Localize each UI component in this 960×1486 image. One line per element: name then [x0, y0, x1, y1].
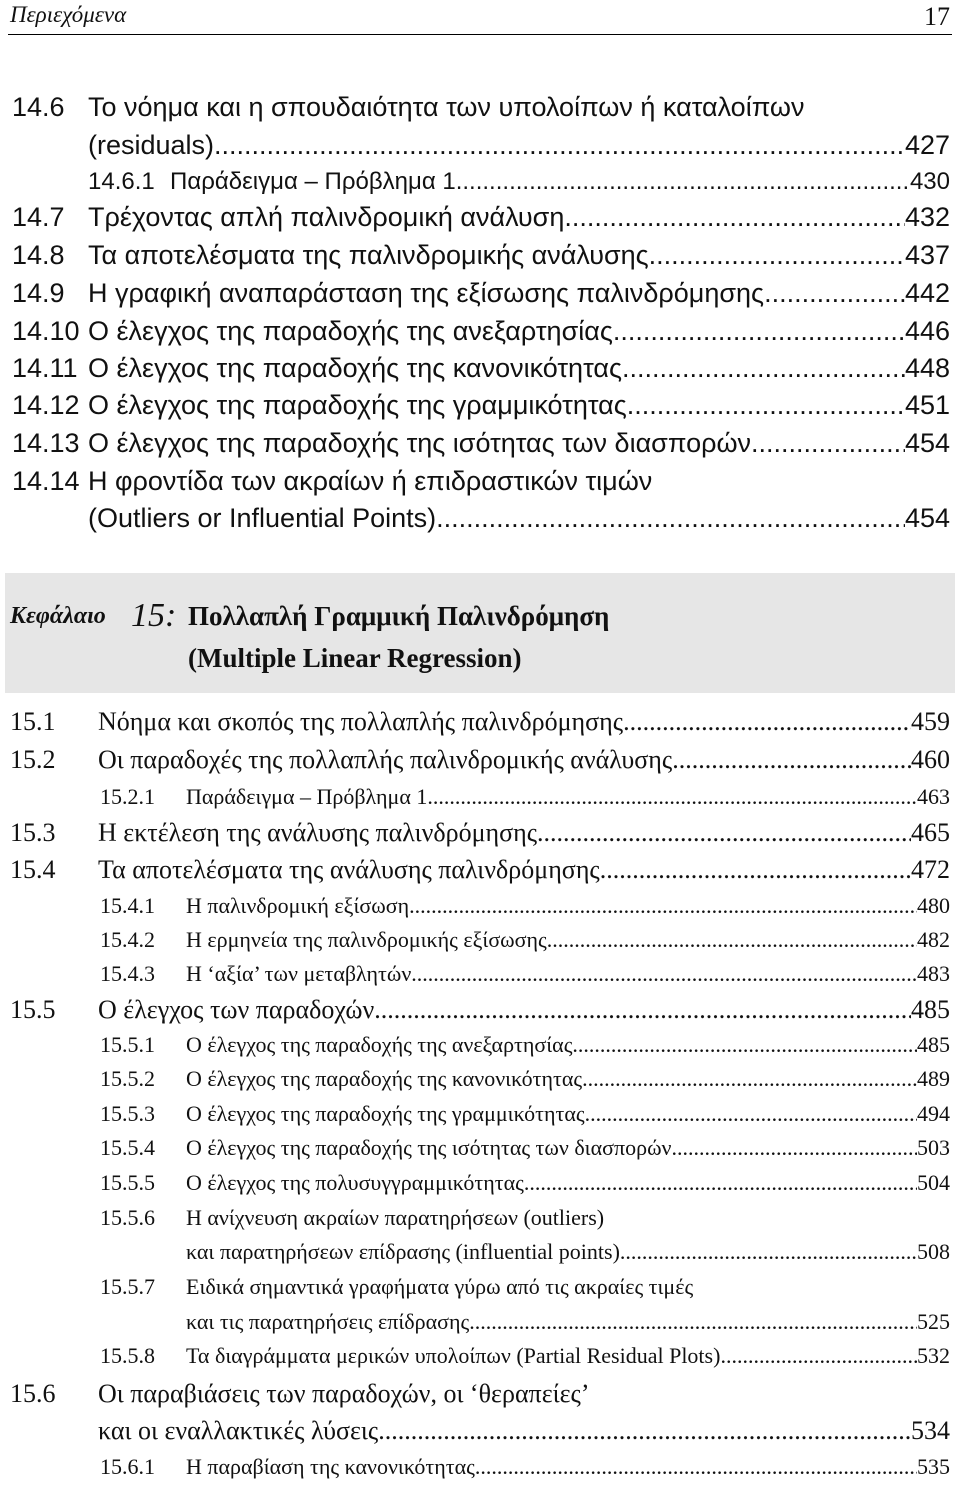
toc-entry-title: Ο έλεγχος της παραδοχής της ισότητας των διασπορών — [88, 428, 752, 458]
dot-leader — [524, 1170, 917, 1196]
dot-leader — [622, 353, 905, 384]
toc-entry-title: Η ‘αξία’ των μεταβλητών — [186, 961, 412, 986]
toc-entry-number: 15.5 — [10, 995, 56, 1024]
toc-entry[interactable] — [12, 428, 950, 459]
chapter-title: Πολλαπλή Γραμμική Παλινδρόμηση — [188, 601, 610, 631]
dot-leader — [537, 818, 911, 848]
toc-entry[interactable] — [100, 1101, 950, 1127]
header-page-number: 17 — [924, 2, 950, 31]
dot-leader — [672, 1135, 917, 1161]
dot-leader — [427, 784, 917, 810]
toc-entry[interactable] — [12, 278, 950, 309]
toc-entry-number: 15.5.3 — [100, 1101, 155, 1126]
toc-entry-title: Ειδικά σημαντικά γραφήματα γύρω από τις ακραίες τιμές — [186, 1274, 694, 1299]
toc-entry[interactable] — [100, 927, 950, 953]
toc-entry-page: 454 — [904, 428, 950, 458]
toc-entry-title: Νόημα και σκοπός της πολλαπλής παλινδρόμησης — [98, 707, 624, 736]
dot-leader — [672, 745, 911, 775]
toc-entry-title: Ο έλεγχος της πολυσυγγραμμικότητας — [186, 1170, 524, 1195]
toc-entry-number: 15.1 — [10, 707, 56, 736]
toc-entry[interactable] — [10, 855, 950, 885]
toc-entry-title: Τα διαγράμματα μερικών υπολοίπων (Partial Residual Plots) — [186, 1343, 721, 1368]
toc-entry-title: Η εκτέλεση της ανάλυσης παλινδρόμησης — [98, 818, 538, 847]
toc-entry-title: Παράδειγμα – Πρόβλημα 1 — [170, 168, 456, 195]
toc-entry-page: 480 — [917, 893, 950, 918]
toc-entry-number: 14.6 — [12, 92, 65, 122]
toc-entry-number: 15.4.1 — [100, 893, 155, 918]
toc-entry-number: 15.2.1 — [100, 784, 155, 809]
dot-leader — [469, 1309, 917, 1335]
toc-entry-page: 535 — [917, 1454, 950, 1479]
dot-leader — [456, 168, 910, 196]
toc-entry-title: Τα αποτελέσματα της παλινδρομικής ανάλυσης — [88, 240, 649, 270]
toc-entry[interactable] — [100, 1135, 950, 1161]
toc-entry[interactable] — [100, 1454, 950, 1480]
toc-entry-title: Τρέχοντας απλή παλινδρομική ανάλυση — [88, 202, 565, 232]
header-title: Περιεχόμενα — [10, 2, 127, 27]
toc-entry-title: και οι εναλλακτικές λύσεις — [98, 1416, 379, 1445]
toc-entry[interactable] — [88, 168, 950, 196]
toc-entry-number: 15.6.1 — [100, 1454, 155, 1479]
toc-entry-title: Ο έλεγχος της παραδοχής της κανονικότητας — [186, 1066, 583, 1091]
toc-entry[interactable] — [100, 1239, 950, 1265]
toc-entry-page: 430 — [909, 168, 950, 195]
dot-leader — [475, 1454, 917, 1480]
toc-entry[interactable] — [100, 1205, 950, 1231]
toc-entry-number: 14.12 — [12, 390, 80, 420]
chapter-label: Κεφάλαιο — [10, 603, 106, 629]
toc-entry-number: 15.5.7 — [100, 1274, 155, 1299]
toc-entry[interactable] — [12, 353, 950, 384]
dot-leader — [623, 707, 911, 737]
toc-entry-page: 465 — [911, 818, 950, 847]
dot-leader — [582, 1066, 917, 1092]
page-header — [8, 0, 952, 35]
toc-entry-number: 14.6.1 — [88, 168, 155, 195]
toc-entry-number: 15.5.1 — [100, 1032, 155, 1057]
toc-entry-page: 463 — [917, 784, 950, 809]
toc-entry-page: 448 — [904, 353, 950, 383]
dot-leader — [411, 961, 917, 987]
toc-entry-title: Ο έλεγχος της παραδοχής της γραμμικότητας — [186, 1101, 585, 1126]
chapter-number: 15: — [131, 597, 177, 634]
toc-entry-number: 15.2 — [10, 745, 56, 774]
toc-entry-page: 494 — [917, 1101, 950, 1126]
toc-entry-number: 14.9 — [12, 278, 65, 308]
toc-entry-number: 14.14 — [12, 466, 80, 496]
toc-entry[interactable] — [12, 316, 950, 347]
toc-entry[interactable] — [100, 1343, 950, 1369]
toc-entry-page: 432 — [904, 202, 950, 232]
toc-entry-title: και τις παρατηρήσεις επίδρασης — [186, 1309, 470, 1334]
toc-entry-title: (residuals) — [88, 130, 215, 160]
toc-entry-title: Το νόημα και η σπουδαιότητα των υπολοίπων ή καταλοίπων — [88, 92, 805, 122]
toc-entry[interactable] — [12, 92, 950, 123]
toc-entry-page: 503 — [917, 1135, 950, 1160]
toc-entry[interactable] — [100, 961, 950, 987]
toc-entry-page: 446 — [904, 316, 950, 346]
toc-entry-title: Ο έλεγχος της παραδοχής της γραμμικότητας — [88, 390, 627, 420]
toc-entry-title: Ο έλεγχος της παραδοχής της ισότητας των διασπορών — [186, 1135, 672, 1160]
toc-entry-page: 489 — [917, 1066, 950, 1091]
dot-leader — [585, 1101, 917, 1127]
toc-entry-number: 14.7 — [12, 202, 65, 232]
toc-entry[interactable] — [10, 707, 950, 737]
toc-entry-title: Η παλινδρομική εξίσωση — [186, 893, 410, 918]
toc-entry-title: Παράδειγμα – Πρόβλημα 1 — [186, 784, 428, 809]
toc-entry[interactable] — [10, 1416, 950, 1446]
toc-entry-title: Η ανίχνευση ακραίων παρατηρήσεων (outliers) — [186, 1205, 605, 1230]
toc-entry-number: 15.4 — [10, 855, 56, 884]
toc-entry[interactable] — [12, 202, 950, 233]
toc-entry-page: 437 — [904, 240, 950, 270]
toc-entry-number: 15.5.2 — [100, 1066, 155, 1091]
toc-entry[interactable] — [100, 893, 950, 919]
toc-entry-number: 15.5.4 — [100, 1135, 155, 1160]
toc-entry[interactable] — [12, 240, 950, 271]
toc-entry[interactable] — [10, 745, 950, 775]
toc-entry[interactable] — [100, 1032, 950, 1058]
toc-entry-title: Οι παραβιάσεις των παραδοχών, οι ‘θεραπείες’ — [98, 1379, 590, 1408]
toc-entry-page: 442 — [904, 278, 950, 308]
toc-entry-title: Ο έλεγχος της παραδοχής της ανεξαρτησίας — [186, 1032, 573, 1057]
toc-entry-title: Η παραβίαση της κανονικότητας — [186, 1454, 475, 1479]
toc-entry[interactable] — [12, 130, 950, 161]
toc-entry[interactable] — [100, 1309, 950, 1335]
toc-entry-number: 15.4.3 — [100, 961, 155, 986]
toc-entry-page: 504 — [917, 1170, 950, 1195]
toc-entry-title: Ο έλεγχος των παραδοχών — [98, 995, 375, 1024]
toc-entry-page: 508 — [917, 1239, 950, 1264]
toc-entry-page: 482 — [917, 927, 950, 952]
toc-entry-title: Τα αποτελέσματα της ανάλυσης παλινδρόμησης — [98, 855, 600, 884]
toc-entry[interactable] — [12, 390, 950, 421]
toc-entry-number: 15.6 — [10, 1379, 56, 1408]
toc-entry[interactable] — [100, 1170, 950, 1196]
dot-leader — [378, 1416, 911, 1446]
toc-entry-page: 485 — [917, 1032, 950, 1057]
toc-entry-number: 14.10 — [12, 316, 80, 346]
dot-leader — [627, 390, 905, 421]
toc-entry-number: 15.5.5 — [100, 1170, 155, 1195]
toc-entry[interactable] — [12, 466, 950, 497]
toc-entry-number: 15.3 — [10, 818, 56, 847]
toc-entry-page: 451 — [904, 390, 950, 420]
toc-entry[interactable] — [12, 503, 950, 534]
toc-entry-page: 472 — [911, 855, 950, 884]
toc-entry-number: 15.5.8 — [100, 1343, 155, 1368]
toc-entry-number: 14.8 — [12, 240, 65, 270]
toc-entry-title: Ο έλεγχος της παραδοχής της κανονικότητας — [88, 353, 622, 383]
toc-entry-title: Οι παραδοχές της πολλαπλής παλινδρομικής ανάλυσης — [98, 745, 673, 774]
dot-leader — [409, 893, 917, 919]
dot-leader — [649, 240, 905, 271]
toc-entry-page: 459 — [911, 707, 950, 736]
toc-entry-page: 525 — [917, 1309, 950, 1334]
toc-entry-number: 15.5.6 — [100, 1205, 155, 1230]
toc-entry-title: (Outliers or Influential Points) — [88, 503, 437, 533]
dot-leader — [564, 202, 905, 233]
toc-entry-page: 460 — [911, 745, 950, 774]
dot-leader — [600, 855, 911, 885]
toc-entry-number: 15.4.2 — [100, 927, 155, 952]
dot-leader — [620, 1239, 917, 1265]
toc-entry-page: 485 — [911, 995, 950, 1024]
chapter-heading — [5, 573, 955, 693]
toc-entry-number: 14.13 — [12, 428, 80, 458]
dot-leader — [436, 503, 905, 534]
toc-entry-page: 483 — [917, 961, 950, 986]
dot-leader — [547, 927, 917, 953]
toc-entry-page: 532 — [917, 1343, 950, 1368]
toc-entry-title: Η φροντίδα των ακραίων ή επιδραστικών τιμών — [88, 466, 653, 496]
toc-entry[interactable] — [10, 818, 950, 848]
dot-leader — [720, 1343, 917, 1369]
toc-entry-page: 427 — [904, 130, 950, 160]
toc-entry[interactable] — [100, 1066, 950, 1092]
toc-entry-page: 454 — [904, 503, 950, 533]
toc-entry-title: Η ερμηνεία της παλινδρομικής εξίσωσης — [186, 927, 547, 952]
dot-leader — [374, 995, 911, 1025]
dot-leader — [214, 130, 905, 161]
toc-entry[interactable] — [100, 1274, 950, 1300]
toc-entry[interactable] — [10, 1379, 950, 1409]
toc-entry[interactable] — [10, 995, 950, 1025]
dot-leader — [572, 1032, 917, 1058]
toc-entry-number: 14.11 — [12, 353, 78, 383]
chapter-subtitle: (Multiple Linear Regression) — [188, 643, 522, 673]
toc-entry-title: Η γραφική αναπαράσταση της εξίσωσης παλινδρόμησης — [88, 278, 765, 308]
toc-entry-page: 534 — [911, 1416, 950, 1445]
toc-entry-title: και παρατηρήσεων επίδρασης (influential points) — [186, 1239, 620, 1264]
toc-entry-title: Ο έλεγχος της παραδοχής της ανεξαρτησίας — [88, 316, 613, 346]
dot-leader — [764, 278, 905, 309]
dot-leader — [751, 428, 905, 459]
toc-entry[interactable] — [100, 784, 950, 810]
dot-leader — [613, 316, 905, 347]
